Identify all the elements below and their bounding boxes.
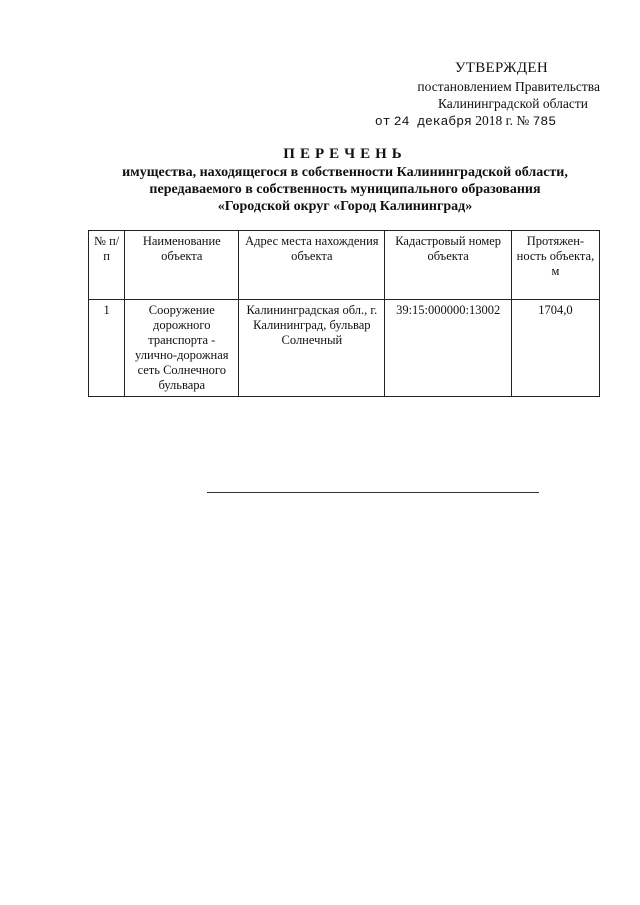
header-cadastral: Кадастровый номер объекта xyxy=(385,231,511,300)
title-line-1: имущества, находящегося в собственности Калининградской области, xyxy=(122,165,568,180)
date-prefix: от xyxy=(374,114,391,129)
closing-rule xyxy=(207,492,539,493)
date-year: 2018 г. № xyxy=(475,113,530,128)
decree-number: 785 xyxy=(532,114,556,129)
title-heading: ПЕРЕЧЕНЬ xyxy=(283,146,407,162)
title-line-3: «Городской округ «Город Калининград» xyxy=(217,199,473,214)
approval-line-2: Калининградской области xyxy=(437,96,588,111)
title-line-2: передаваемого в собственность муниципального образования xyxy=(149,182,541,197)
header-number: № п/п xyxy=(89,231,125,300)
cell-length: 1704,0 xyxy=(511,300,599,397)
header-name: Наименование объекта xyxy=(125,231,239,300)
header-address: Адрес места нахождения объекта xyxy=(239,231,385,300)
cell-cadastral: 39:15:000000:13002 xyxy=(385,300,511,397)
cell-address: Калининградская обл., г. Калининград, бульвар Солнечный xyxy=(239,300,385,397)
date-day-month: 24 декабря xyxy=(393,114,472,129)
approval-block xyxy=(375,60,600,130)
table-row xyxy=(89,300,600,397)
approval-heading: УТВЕРЖДЕН xyxy=(454,60,548,76)
header-length: Протяжен-ность объекта, м xyxy=(511,231,599,300)
property-table xyxy=(88,230,600,397)
table-header-row xyxy=(89,231,600,300)
approval-line-1: постановлением Правительства xyxy=(417,79,600,94)
cell-number: 1 xyxy=(89,300,125,397)
cell-name: Сооружение дорожного транспорта - улично-дорожная сеть Солнечного бульвара xyxy=(125,300,239,397)
approval-date-line xyxy=(375,112,600,130)
document-title xyxy=(90,146,600,215)
